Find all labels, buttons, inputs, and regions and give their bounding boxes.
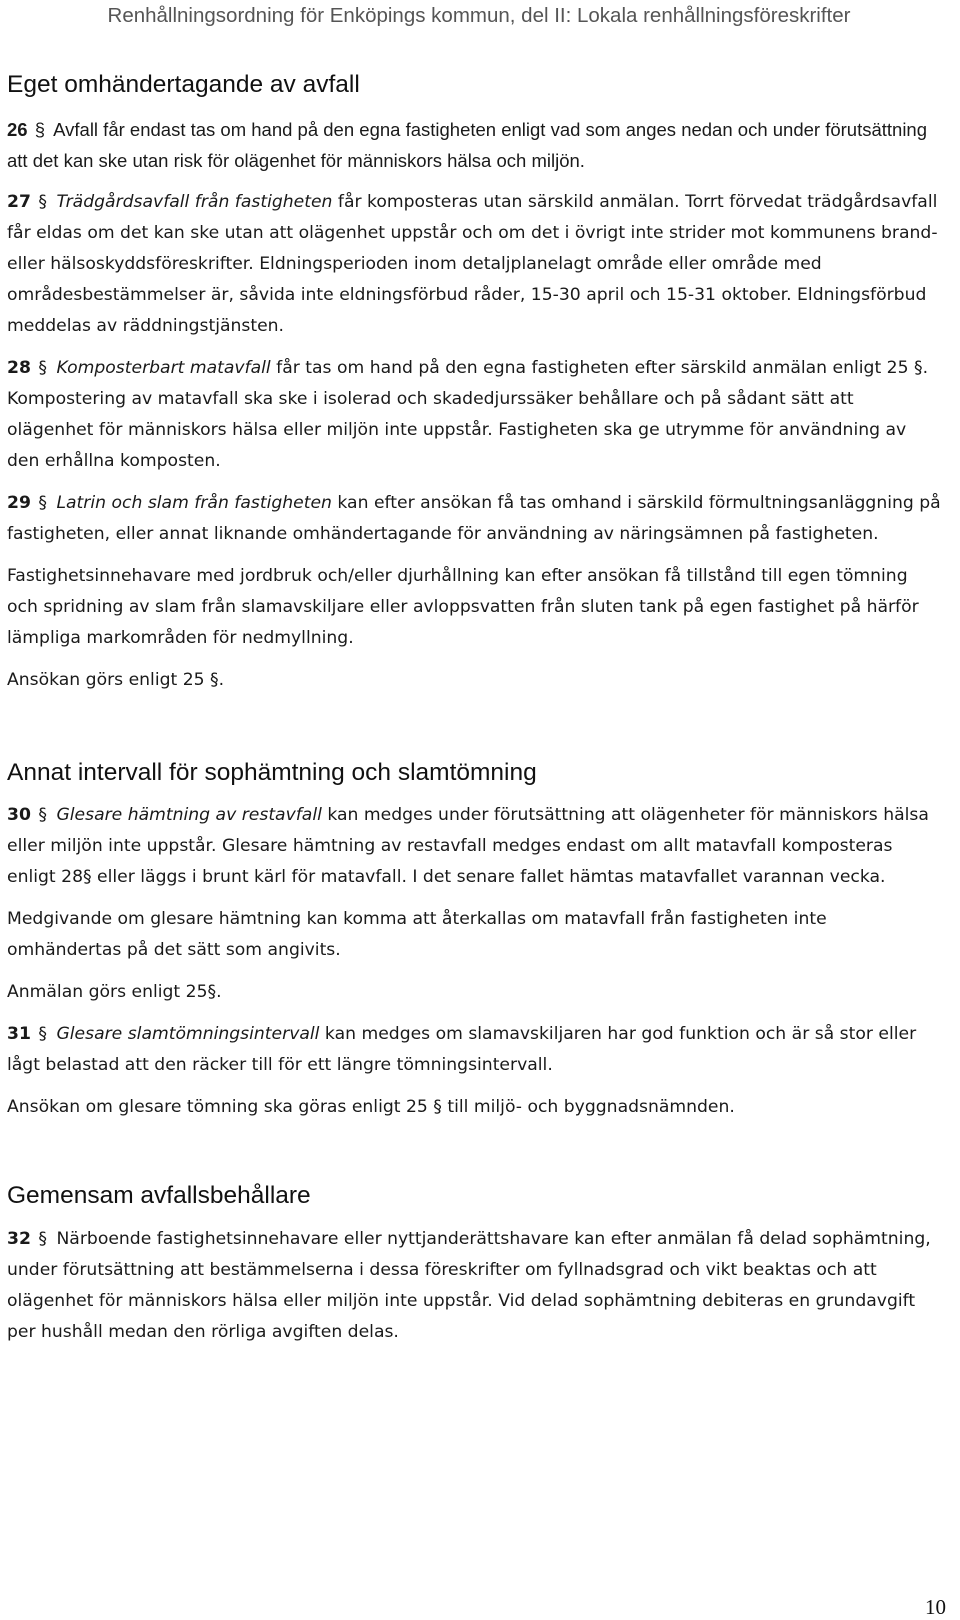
paragraph-text: får tas om hand på den egna fastigheten efter särskild anmälan enligt 25 §. Kompostering av matavfall ska ske i isolerad och skadedjurssäker behållare och på sådant sätt att olägenhet för människors hälsa eller miljön inte uppstår. Fastigheten ska ge utrymme för användning av den erhållna komposten. [7,357,929,471]
paragraph-text: får komposteras utan särskild anmälan. Torrt förvedat trädgårdsavfall får eldas om det kan ske utan att olägenhet uppstår och om det i övrigt inte strider mot kommunens brand- eller hälsoskyddsföreskrifter. Eldningsperioden inom detaljplanelagt område eller område med områdesbestämmelser är, såvida inte eldningsförbud råder, 15-30 april och 15-31 oktober. Eldningsförbud meddelas av räddningstjänsten. [7,191,938,336]
paragraph-text: kan medges under förutsättning att olägenheter för människors hälsa eller miljön inte uppstår. Glesare hämtning av restavfall medges endast om allt matavfall komposteras enligt 28§ eller läggs i brunt kärl för matavfall. I det senare fallet hämtas matavfallet varannan vecka. [7,805,929,888]
section-heading-shared-container: Gemensam avfallsbehållare [7,1182,311,1210]
page-number: 10 [925,1595,946,1619]
section-sign-icon: § [34,118,46,140]
paragraph-number: 32 [7,1228,31,1249]
paragraph-number: 26 [7,118,28,140]
paragraph-number: 30 [7,805,31,826]
section-sign-icon: § [38,492,47,513]
paragraph-29-farm-owners: Fastighetsinnehavare med jordbruk och/eller djurhållning kan efter ansökan få tillstånd till egen tömning och spridning av slam från slamavskiljare eller avloppsvatten från sluten tank på egen fastighet på härför lämpliga markområden för nedmyllning. [7,565,919,648]
paragraph-30-notification: Anmälan görs enligt 25§. [7,982,222,1003]
paragraph-31-application: Ansökan om glesare tömning ska göras enligt 25 § till miljö- och byggnadsnämnden. [7,1097,735,1118]
paragraph-29-application: Ansökan görs enligt 25 §. [7,669,225,690]
paragraph-32 [7,1224,943,1348]
paragraph-number: 27 [7,191,31,212]
defined-term: Komposterbart matavfall [56,357,271,378]
paragraph-30 [7,800,943,893]
paragraph-text: Närboende fastighetsinnehavare eller nyttjanderättshavare kan efter anmälan få delad sophämtning, under förutsättning att bestämmelserna i dessa föreskrifter om fyllnadsgrad och vikt beaktas och att olägenhet för människors hälsa eller miljön inte uppstår. Vid delad sophämtning debiteras en grundavgift per hushåll medan den rörliga avgiften delas. [7,1228,931,1342]
defined-term: Latrin och slam från fastigheten [56,492,332,513]
paragraph-27 [7,187,943,342]
paragraph-30-revocation: Medgivande om glesare hämtning kan komma att återkallas om matavfall från fastigheten inte omhändertas på det sätt som angivits. [7,909,827,961]
paragraph-number: 31 [7,1024,31,1045]
paragraph-28 [7,353,943,477]
section-heading-own-treatment: Eget omhändertagande av avfall [7,71,360,98]
paragraph-text: kan efter ansökan få tas omhand i särskild förmultningsanläggning på fastigheten, eller annat liknande omhändertagande för användning av näringsämnen på fastigheten. [7,492,941,544]
defined-term: Trädgårdsavfall från fastigheten [56,191,333,212]
section-sign-icon: § [38,191,47,212]
defined-term: Glesare hämtning av restavfall [56,805,322,826]
paragraph-number: 28 [7,357,31,378]
section-sign-icon: § [38,357,47,378]
defined-term: Glesare slamtömningsintervall [56,1024,320,1045]
section-sign-icon: § [38,1024,47,1045]
paragraph-number: 29 [7,492,31,513]
section-heading-interval: Annat intervall för sophämtning och slamtömning [7,758,537,786]
section-sign-icon: § [38,805,47,826]
running-header: Renhållningsordning för Enköpings kommun, del II: Lokala renhållningsföreskrifter [107,4,851,27]
document-body [7,68,943,1348]
paragraph-31 [7,1019,943,1081]
section-sign-icon: § [38,1228,47,1249]
paragraph-29 [7,488,943,550]
paragraph-26 [7,114,943,176]
paragraph-text: Avfall får endast tas om hand på den egna fastigheten enligt vad som anges nedan och under förutsättning att det kan ske utan risk för olägenhet för människors hälsa och miljön. [7,118,928,171]
paragraph-text: kan medges om slamavskiljaren har god funktion och är så stor eller lågt belastad att den räcker till för ett längre tömningsintervall. [7,1024,917,1076]
